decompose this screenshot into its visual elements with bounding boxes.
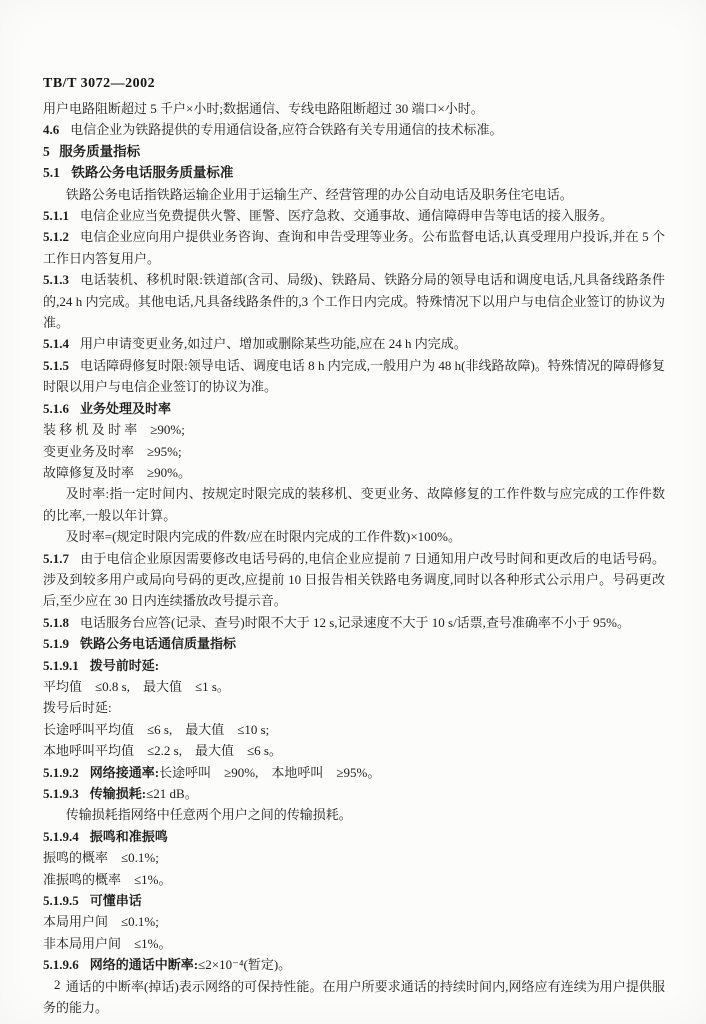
clause-number: 5 xyxy=(43,143,50,159)
doc-line xyxy=(43,911,665,932)
line-text: 非本局用户间 ≤1%。 xyxy=(43,935,172,951)
line-text: 装 移 机 及 时 率 ≥90%; xyxy=(43,422,185,438)
clause-number: 5.1.1 xyxy=(43,208,69,224)
clause-title: 网络接通率: xyxy=(89,764,160,780)
line-text: 变更业务及时率 ≥95%; xyxy=(43,443,182,459)
clause-number: 5.1.9.4 xyxy=(43,828,79,844)
doc-line xyxy=(43,740,665,761)
standard-number-header: TB/T 3072—2002 xyxy=(43,76,156,91)
clause-number: 5.1.9.6 xyxy=(43,957,79,973)
doc-line xyxy=(43,890,665,911)
doc-line xyxy=(43,355,665,398)
doc-line xyxy=(43,783,665,804)
doc-line xyxy=(43,162,665,183)
line-text: 铁路公务电话指铁路运输企业用于运输生产、经营管理的办公自动电话及职务住宅电话。 xyxy=(65,186,573,202)
doc-line xyxy=(43,226,665,269)
doc-line xyxy=(43,205,665,226)
clause-title: 铁路公务电话通信质量指标 xyxy=(80,636,237,652)
doc-line xyxy=(43,333,665,354)
line-text: 电信企业应当免费提供火警、匪警、医疗急救、交通事故、通信障碍申告等电话的接入服务。 xyxy=(80,208,614,224)
document-body xyxy=(43,98,665,1018)
clause-title: 振鸣和准振鸣 xyxy=(89,828,168,844)
clause-number: 5.1.9.3 xyxy=(43,786,79,801)
doc-line xyxy=(43,976,665,1019)
line-text: ≤21 dB。 xyxy=(146,786,198,801)
doc-line xyxy=(43,141,665,162)
clause-number: 5.1.7 xyxy=(43,550,69,566)
line-text: 故障修复及时率 ≥90%。 xyxy=(43,464,191,480)
line-text: 电信企业应向用户提供业务咨询、查询和申告受理等业务。公布监督电话,认真受理用户投诉,并在 5 个工作日内答复用户。 xyxy=(43,229,665,266)
doc-line xyxy=(43,954,665,975)
line-text: 长途呼叫平均值 ≤6 s, 最大值 ≤10 s; xyxy=(43,721,270,737)
doc-line xyxy=(43,676,665,697)
doc-line xyxy=(43,526,665,547)
line-text: 通话的中断率(掉话)表示网络的可保持性能。在用户所要求通话的持续时间内,网络应有连续为用户提供服务的能力。 xyxy=(43,978,665,1016)
line-text: 用户电路阻断超过 5 千户×小时;数据通信、专线电路阻断超过 30 端口×小时。 xyxy=(43,101,484,116)
line-text: 及时率:指一定时间内、按规定时限完成的装移机、变更业务、故障修复的工作件数与应完成的工作件数的比率,一般以年计算。 xyxy=(43,486,665,523)
doc-line xyxy=(43,462,665,483)
doc-line xyxy=(43,548,665,612)
line-text: 平均值 ≤0.8 s, 最大值 ≤1 s。 xyxy=(43,678,230,694)
clause-number: 5.1.5 xyxy=(43,357,69,373)
doc-line xyxy=(43,719,665,740)
line-text: 电话装机、移机时限:铁道部(含司、局级)、铁路局、铁路分局的领导电话和调度电话,凡具备线路条件的,24 h 内完成。其他电话,凡具备线路条件的,3 个工作日内完成。特殊情况下以用户与电信企业签订的协议为准。 xyxy=(43,272,665,331)
clause-number: 4.6 xyxy=(43,122,60,138)
clause-title: 业务处理及时率 xyxy=(80,400,172,416)
clause-number: 5.1.9.2 xyxy=(43,764,79,780)
clause-title: 拨号前时延: xyxy=(89,657,160,673)
line-text: 电话服务台应答(记录、查号)时限不大于 12 s,记录速度不大于 10 s/话票,查号准确率不小于 95%。 xyxy=(80,614,631,630)
clause-number: 5.1.4 xyxy=(43,336,69,352)
line-text: 本地呼叫平均值 ≤2.2 s, 最大值 ≤6 s。 xyxy=(43,743,282,759)
clause-number: 5.1.8 xyxy=(43,614,69,630)
clause-number: 5.1.6 xyxy=(43,400,69,416)
clause-number: 5.1.3 xyxy=(43,272,69,288)
clause-title: 服务质量指标 xyxy=(59,143,141,159)
doc-line xyxy=(43,483,665,526)
doc-line xyxy=(43,269,665,333)
line-text: 拨号后时延: xyxy=(43,700,112,716)
line-text: 由于电信企业原因需要修改电话号码的,电信企业应提前 7 日通知用户改号时间和更改后的电话号码。涉及到较多用户或局向号码的更改,应提前 10 日报告相关铁路电务调度,同时以各种形式公示用户。号码更改后,至少应在 30 日内连续播放改号提示音。 xyxy=(43,550,665,609)
doc-line xyxy=(43,847,665,868)
clause-title: 传输损耗: xyxy=(89,786,147,801)
line-text: 用户申请变更业务,如过户、增加或删除某些功能,应在 24 h 内完成。 xyxy=(80,336,467,352)
line-text: 电话障碍修复时限:领导电话、调度电话 8 h 内完成,一般用户为 48 h(非线路故障)。特殊情况的障碍修复时限以用户与电信企业签订的协议为准。 xyxy=(43,357,665,395)
clause-number: 5.1.9.5 xyxy=(43,893,79,909)
doc-line xyxy=(43,869,665,890)
doc-line xyxy=(43,98,665,119)
doc-line xyxy=(43,762,665,783)
line-text: 准振鸣的概率 ≤1%。 xyxy=(43,871,172,887)
line-text: 长途呼叫 ≥90%, 本地呼叫 ≥95%。 xyxy=(159,764,381,780)
doc-line xyxy=(43,826,665,847)
doc-line xyxy=(43,441,665,462)
doc-line xyxy=(43,119,665,140)
clause-number: 5.1.9.1 xyxy=(43,657,79,673)
page-number: 2 xyxy=(54,977,61,992)
line-text: 传输损耗指网络中任意两个用户之间的传输损耗。 xyxy=(65,807,352,823)
clause-title: 铁路公务电话服务质量标准 xyxy=(71,165,234,181)
doc-line xyxy=(43,184,665,205)
doc-line xyxy=(43,655,665,676)
line-text: 振鸣的概率 ≤0.1%; xyxy=(43,850,159,866)
line-text: 电信企业为铁路提供的专用通信设备,应符合铁路有关专用通信的技术标准。 xyxy=(70,122,503,138)
clause-number: 5.1.9 xyxy=(43,636,69,652)
clause-number: 5.1 xyxy=(43,165,60,181)
line-text: ≤2×10⁻⁴(暂定)。 xyxy=(198,957,292,973)
doc-line xyxy=(43,612,665,633)
line-text: 本局用户间 ≤0.1%; xyxy=(43,914,159,930)
clause-title: 可懂串话 xyxy=(89,893,142,909)
doc-line xyxy=(43,398,665,419)
doc-line xyxy=(43,419,665,440)
doc-line xyxy=(43,697,665,718)
doc-line xyxy=(43,804,665,825)
clause-title: 网络的通话中断率: xyxy=(89,957,199,973)
clause-number: 5.1.2 xyxy=(43,229,69,245)
doc-line xyxy=(43,933,665,954)
line-text: 及时率=(规定时限内完成的件数/应在时限内完成的工作件数)×100%。 xyxy=(65,529,462,545)
doc-line xyxy=(43,633,665,654)
